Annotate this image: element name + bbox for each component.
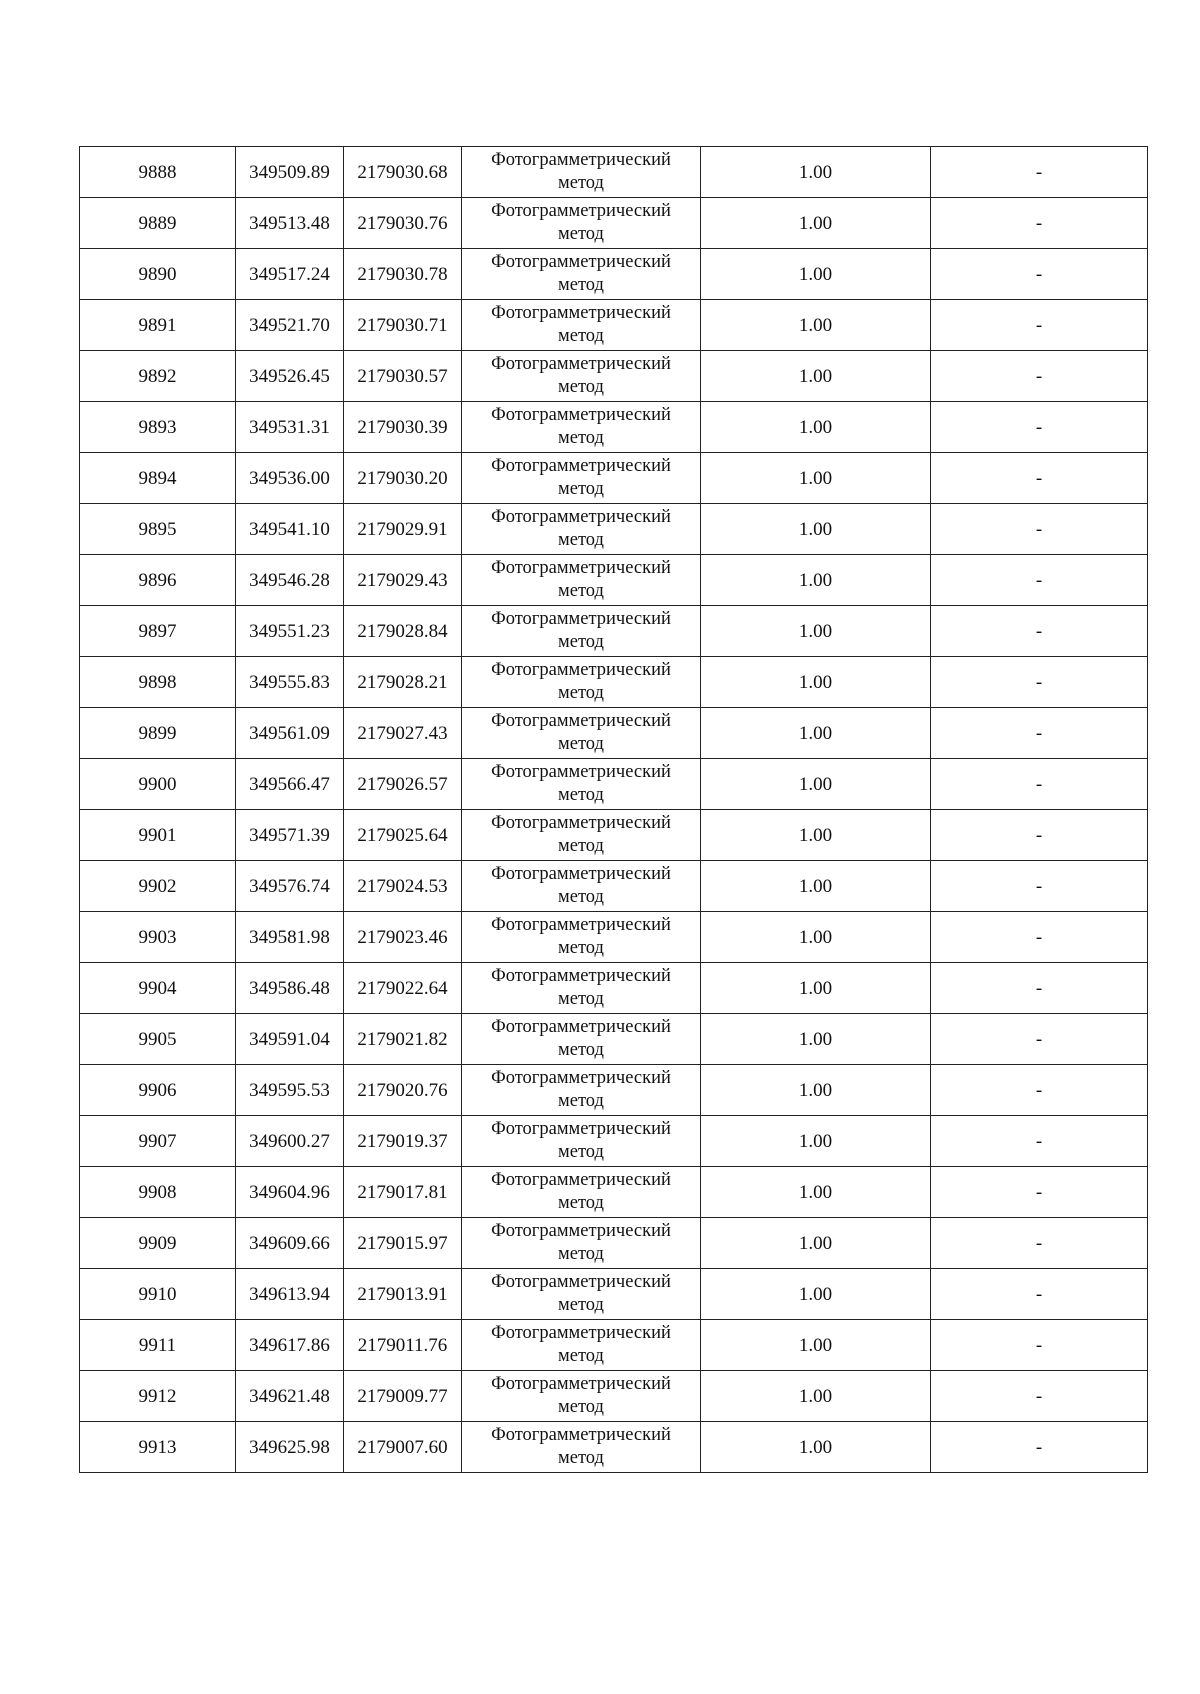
x-coordinate-cell: 349526.45: [236, 351, 344, 402]
method-line-2: метод: [558, 1448, 604, 1468]
accuracy-cell: 1.00: [701, 708, 931, 759]
table-row: [80, 963, 1148, 1014]
method-cell: [462, 351, 701, 402]
method-line-1: Фотограмметрический: [491, 1068, 671, 1088]
method-cell: [462, 1371, 701, 1422]
note-cell: -: [931, 759, 1148, 810]
table-row: [80, 1269, 1148, 1320]
method-line-1: Фотограмметрический: [491, 966, 671, 986]
accuracy-cell: 1.00: [701, 912, 931, 963]
table-row: [80, 300, 1148, 351]
y-coordinate-cell: 2179030.57: [344, 351, 462, 402]
x-coordinate-cell: 349621.48: [236, 1371, 344, 1422]
note-cell: -: [931, 708, 1148, 759]
accuracy-cell: 1.00: [701, 402, 931, 453]
point-number-cell: 9891: [80, 300, 236, 351]
method-cell: [462, 963, 701, 1014]
method-cell: [462, 1218, 701, 1269]
method-line-1: Фотограмметрический: [491, 711, 671, 731]
point-number-cell: 9896: [80, 555, 236, 606]
y-coordinate-cell: 2179030.71: [344, 300, 462, 351]
note-cell: -: [931, 1116, 1148, 1167]
note-cell: -: [931, 1422, 1148, 1473]
x-coordinate-cell: 349566.47: [236, 759, 344, 810]
x-coordinate-cell: 349517.24: [236, 249, 344, 300]
table-row: [80, 1014, 1148, 1065]
method-cell: [462, 657, 701, 708]
x-coordinate-cell: 349613.94: [236, 1269, 344, 1320]
method-line-2: метод: [558, 734, 604, 754]
x-coordinate-cell: 349625.98: [236, 1422, 344, 1473]
x-coordinate-cell: 349513.48: [236, 198, 344, 249]
table-row: [80, 504, 1148, 555]
method-line-1: Фотограмметрический: [491, 915, 671, 935]
x-coordinate-cell: 349576.74: [236, 861, 344, 912]
method-cell: [462, 1116, 701, 1167]
accuracy-cell: 1.00: [701, 1320, 931, 1371]
method-line-2: метод: [558, 887, 604, 907]
method-cell: [462, 198, 701, 249]
accuracy-cell: 1.00: [701, 249, 931, 300]
note-cell: -: [931, 147, 1148, 198]
x-coordinate-cell: 349531.31: [236, 402, 344, 453]
point-number-cell: 9907: [80, 1116, 236, 1167]
method-cell: [462, 912, 701, 963]
method-line-1: Фотограмметрический: [491, 558, 671, 578]
y-coordinate-cell: 2179026.57: [344, 759, 462, 810]
note-cell: -: [931, 453, 1148, 504]
note-cell: -: [931, 1320, 1148, 1371]
method-line-2: метод: [558, 1142, 604, 1162]
y-coordinate-cell: 2179013.91: [344, 1269, 462, 1320]
method-line-1: Фотограмметрический: [491, 609, 671, 629]
x-coordinate-cell: 349600.27: [236, 1116, 344, 1167]
method-cell: [462, 300, 701, 351]
note-cell: -: [931, 912, 1148, 963]
note-cell: -: [931, 861, 1148, 912]
note-cell: -: [931, 1218, 1148, 1269]
x-coordinate-cell: 349536.00: [236, 453, 344, 504]
y-coordinate-cell: 2179015.97: [344, 1218, 462, 1269]
method-line-1: Фотограмметрический: [491, 456, 671, 476]
method-line-1: Фотограмметрический: [491, 1017, 671, 1037]
x-coordinate-cell: 349604.96: [236, 1167, 344, 1218]
accuracy-cell: 1.00: [701, 1422, 931, 1473]
method-cell: [462, 555, 701, 606]
table-row: [80, 606, 1148, 657]
method-line-2: метод: [558, 326, 604, 346]
note-cell: -: [931, 300, 1148, 351]
note-cell: -: [931, 402, 1148, 453]
y-coordinate-cell: 2179011.76: [344, 1320, 462, 1371]
y-coordinate-cell: 2179030.78: [344, 249, 462, 300]
method-line-1: Фотограмметрический: [491, 813, 671, 833]
method-line-1: Фотограмметрический: [491, 660, 671, 680]
table-row: [80, 912, 1148, 963]
accuracy-cell: 1.00: [701, 1065, 931, 1116]
method-line-1: Фотограмметрический: [491, 1323, 671, 1343]
table-row: [80, 555, 1148, 606]
accuracy-cell: 1.00: [701, 1371, 931, 1422]
method-cell: [462, 453, 701, 504]
point-number-cell: 9910: [80, 1269, 236, 1320]
coordinates-table-body: [80, 147, 1148, 1473]
accuracy-cell: 1.00: [701, 1269, 931, 1320]
table-row: [80, 1371, 1148, 1422]
method-line-2: метод: [558, 530, 604, 550]
method-line-2: метод: [558, 1397, 604, 1417]
y-coordinate-cell: 2179029.43: [344, 555, 462, 606]
x-coordinate-cell: 349595.53: [236, 1065, 344, 1116]
point-number-cell: 9892: [80, 351, 236, 402]
point-number-cell: 9905: [80, 1014, 236, 1065]
y-coordinate-cell: 2179019.37: [344, 1116, 462, 1167]
accuracy-cell: 1.00: [701, 453, 931, 504]
accuracy-cell: 1.00: [701, 1167, 931, 1218]
table-row: [80, 861, 1148, 912]
table-row: [80, 1320, 1148, 1371]
coordinates-table: [79, 146, 1148, 1473]
method-cell: [462, 861, 701, 912]
method-line-1: Фотограмметрический: [491, 864, 671, 884]
method-cell: [462, 1422, 701, 1473]
method-line-2: метод: [558, 581, 604, 601]
method-line-1: Фотограмметрический: [491, 150, 671, 170]
point-number-cell: 9890: [80, 249, 236, 300]
method-line-2: метод: [558, 479, 604, 499]
method-line-2: метод: [558, 989, 604, 1009]
note-cell: -: [931, 1167, 1148, 1218]
x-coordinate-cell: 349551.23: [236, 606, 344, 657]
point-number-cell: 9888: [80, 147, 236, 198]
method-line-2: метод: [558, 173, 604, 193]
point-number-cell: 9901: [80, 810, 236, 861]
y-coordinate-cell: 2179027.43: [344, 708, 462, 759]
method-line-2: метод: [558, 1040, 604, 1060]
point-number-cell: 9898: [80, 657, 236, 708]
note-cell: -: [931, 1371, 1148, 1422]
method-cell: [462, 402, 701, 453]
accuracy-cell: 1.00: [701, 861, 931, 912]
y-coordinate-cell: 2179028.84: [344, 606, 462, 657]
x-coordinate-cell: 349571.39: [236, 810, 344, 861]
method-line-2: метод: [558, 836, 604, 856]
point-number-cell: 9893: [80, 402, 236, 453]
accuracy-cell: 1.00: [701, 657, 931, 708]
note-cell: -: [931, 606, 1148, 657]
x-coordinate-cell: 349541.10: [236, 504, 344, 555]
method-cell: [462, 759, 701, 810]
accuracy-cell: 1.00: [701, 1116, 931, 1167]
y-coordinate-cell: 2179029.91: [344, 504, 462, 555]
method-cell: [462, 147, 701, 198]
x-coordinate-cell: 349586.48: [236, 963, 344, 1014]
method-line-2: метод: [558, 785, 604, 805]
point-number-cell: 9894: [80, 453, 236, 504]
method-line-1: Фотограмметрический: [491, 405, 671, 425]
method-line-1: Фотограмметрический: [491, 507, 671, 527]
method-line-1: Фотограмметрический: [491, 252, 671, 272]
y-coordinate-cell: 2179030.20: [344, 453, 462, 504]
method-cell: [462, 708, 701, 759]
method-line-1: Фотограмметрический: [491, 1170, 671, 1190]
point-number-cell: 9904: [80, 963, 236, 1014]
point-number-cell: 9906: [80, 1065, 236, 1116]
accuracy-cell: 1.00: [701, 351, 931, 402]
method-cell: [462, 606, 701, 657]
accuracy-cell: 1.00: [701, 504, 931, 555]
table-row: [80, 402, 1148, 453]
method-line-2: метод: [558, 632, 604, 652]
table-row: [80, 147, 1148, 198]
accuracy-cell: 1.00: [701, 147, 931, 198]
method-cell: [462, 1065, 701, 1116]
method-line-2: метод: [558, 1346, 604, 1366]
table-row: [80, 759, 1148, 810]
x-coordinate-cell: 349617.86: [236, 1320, 344, 1371]
table-row: [80, 1116, 1148, 1167]
y-coordinate-cell: 2179023.46: [344, 912, 462, 963]
method-cell: [462, 1320, 701, 1371]
note-cell: -: [931, 1065, 1148, 1116]
method-line-2: метод: [558, 1244, 604, 1264]
y-coordinate-cell: 2179009.77: [344, 1371, 462, 1422]
method-line-1: Фотограмметрический: [491, 1272, 671, 1292]
accuracy-cell: 1.00: [701, 555, 931, 606]
y-coordinate-cell: 2179030.68: [344, 147, 462, 198]
table-row: [80, 1218, 1148, 1269]
accuracy-cell: 1.00: [701, 963, 931, 1014]
method-line-1: Фотограмметрический: [491, 1119, 671, 1139]
table-row: [80, 1167, 1148, 1218]
point-number-cell: 9899: [80, 708, 236, 759]
note-cell: -: [931, 555, 1148, 606]
y-coordinate-cell: 2179020.76: [344, 1065, 462, 1116]
point-number-cell: 9900: [80, 759, 236, 810]
x-coordinate-cell: 349609.66: [236, 1218, 344, 1269]
y-coordinate-cell: 2179030.39: [344, 402, 462, 453]
method-line-2: метод: [558, 683, 604, 703]
table-row: [80, 453, 1148, 504]
method-line-2: метод: [558, 1295, 604, 1315]
x-coordinate-cell: 349509.89: [236, 147, 344, 198]
note-cell: -: [931, 657, 1148, 708]
point-number-cell: 9889: [80, 198, 236, 249]
method-line-1: Фотограмметрический: [491, 354, 671, 374]
note-cell: -: [931, 1269, 1148, 1320]
accuracy-cell: 1.00: [701, 1218, 931, 1269]
accuracy-cell: 1.00: [701, 606, 931, 657]
x-coordinate-cell: 349546.28: [236, 555, 344, 606]
method-cell: [462, 249, 701, 300]
method-line-1: Фотограмметрический: [491, 201, 671, 221]
point-number-cell: 9908: [80, 1167, 236, 1218]
x-coordinate-cell: 349581.98: [236, 912, 344, 963]
note-cell: -: [931, 249, 1148, 300]
table-row: [80, 708, 1148, 759]
method-line-1: Фотограмметрический: [491, 1374, 671, 1394]
y-coordinate-cell: 2179028.21: [344, 657, 462, 708]
point-number-cell: 9913: [80, 1422, 236, 1473]
method-line-2: метод: [558, 428, 604, 448]
point-number-cell: 9903: [80, 912, 236, 963]
method-line-2: метод: [558, 1193, 604, 1213]
note-cell: -: [931, 1014, 1148, 1065]
method-cell: [462, 1014, 701, 1065]
y-coordinate-cell: 2179021.82: [344, 1014, 462, 1065]
table-row: [80, 249, 1148, 300]
table-row: [80, 1065, 1148, 1116]
note-cell: -: [931, 198, 1148, 249]
point-number-cell: 9911: [80, 1320, 236, 1371]
note-cell: -: [931, 351, 1148, 402]
table-row: [80, 657, 1148, 708]
method-line-2: метод: [558, 938, 604, 958]
method-line-2: метод: [558, 224, 604, 244]
x-coordinate-cell: 349521.70: [236, 300, 344, 351]
method-cell: [462, 1167, 701, 1218]
note-cell: -: [931, 963, 1148, 1014]
method-line-2: метод: [558, 1091, 604, 1111]
table-row: [80, 810, 1148, 861]
table-row: [80, 1422, 1148, 1473]
x-coordinate-cell: 349561.09: [236, 708, 344, 759]
table-row: [80, 351, 1148, 402]
point-number-cell: 9895: [80, 504, 236, 555]
note-cell: -: [931, 810, 1148, 861]
y-coordinate-cell: 2179007.60: [344, 1422, 462, 1473]
point-number-cell: 9897: [80, 606, 236, 657]
table-row: [80, 198, 1148, 249]
y-coordinate-cell: 2179030.76: [344, 198, 462, 249]
method-line-2: метод: [558, 377, 604, 397]
y-coordinate-cell: 2179022.64: [344, 963, 462, 1014]
method-line-1: Фотограмметрический: [491, 303, 671, 323]
method-line-1: Фотограмметрический: [491, 1425, 671, 1445]
point-number-cell: 9909: [80, 1218, 236, 1269]
point-number-cell: 9912: [80, 1371, 236, 1422]
method-cell: [462, 810, 701, 861]
method-line-1: Фотограмметрический: [491, 762, 671, 782]
note-cell: -: [931, 504, 1148, 555]
x-coordinate-cell: 349591.04: [236, 1014, 344, 1065]
accuracy-cell: 1.00: [701, 759, 931, 810]
y-coordinate-cell: 2179024.53: [344, 861, 462, 912]
x-coordinate-cell: 349555.83: [236, 657, 344, 708]
y-coordinate-cell: 2179017.81: [344, 1167, 462, 1218]
method-cell: [462, 1269, 701, 1320]
accuracy-cell: 1.00: [701, 1014, 931, 1065]
method-cell: [462, 504, 701, 555]
method-line-2: метод: [558, 275, 604, 295]
accuracy-cell: 1.00: [701, 300, 931, 351]
y-coordinate-cell: 2179025.64: [344, 810, 462, 861]
method-line-1: Фотограмметрический: [491, 1221, 671, 1241]
accuracy-cell: 1.00: [701, 198, 931, 249]
accuracy-cell: 1.00: [701, 810, 931, 861]
point-number-cell: 9902: [80, 861, 236, 912]
